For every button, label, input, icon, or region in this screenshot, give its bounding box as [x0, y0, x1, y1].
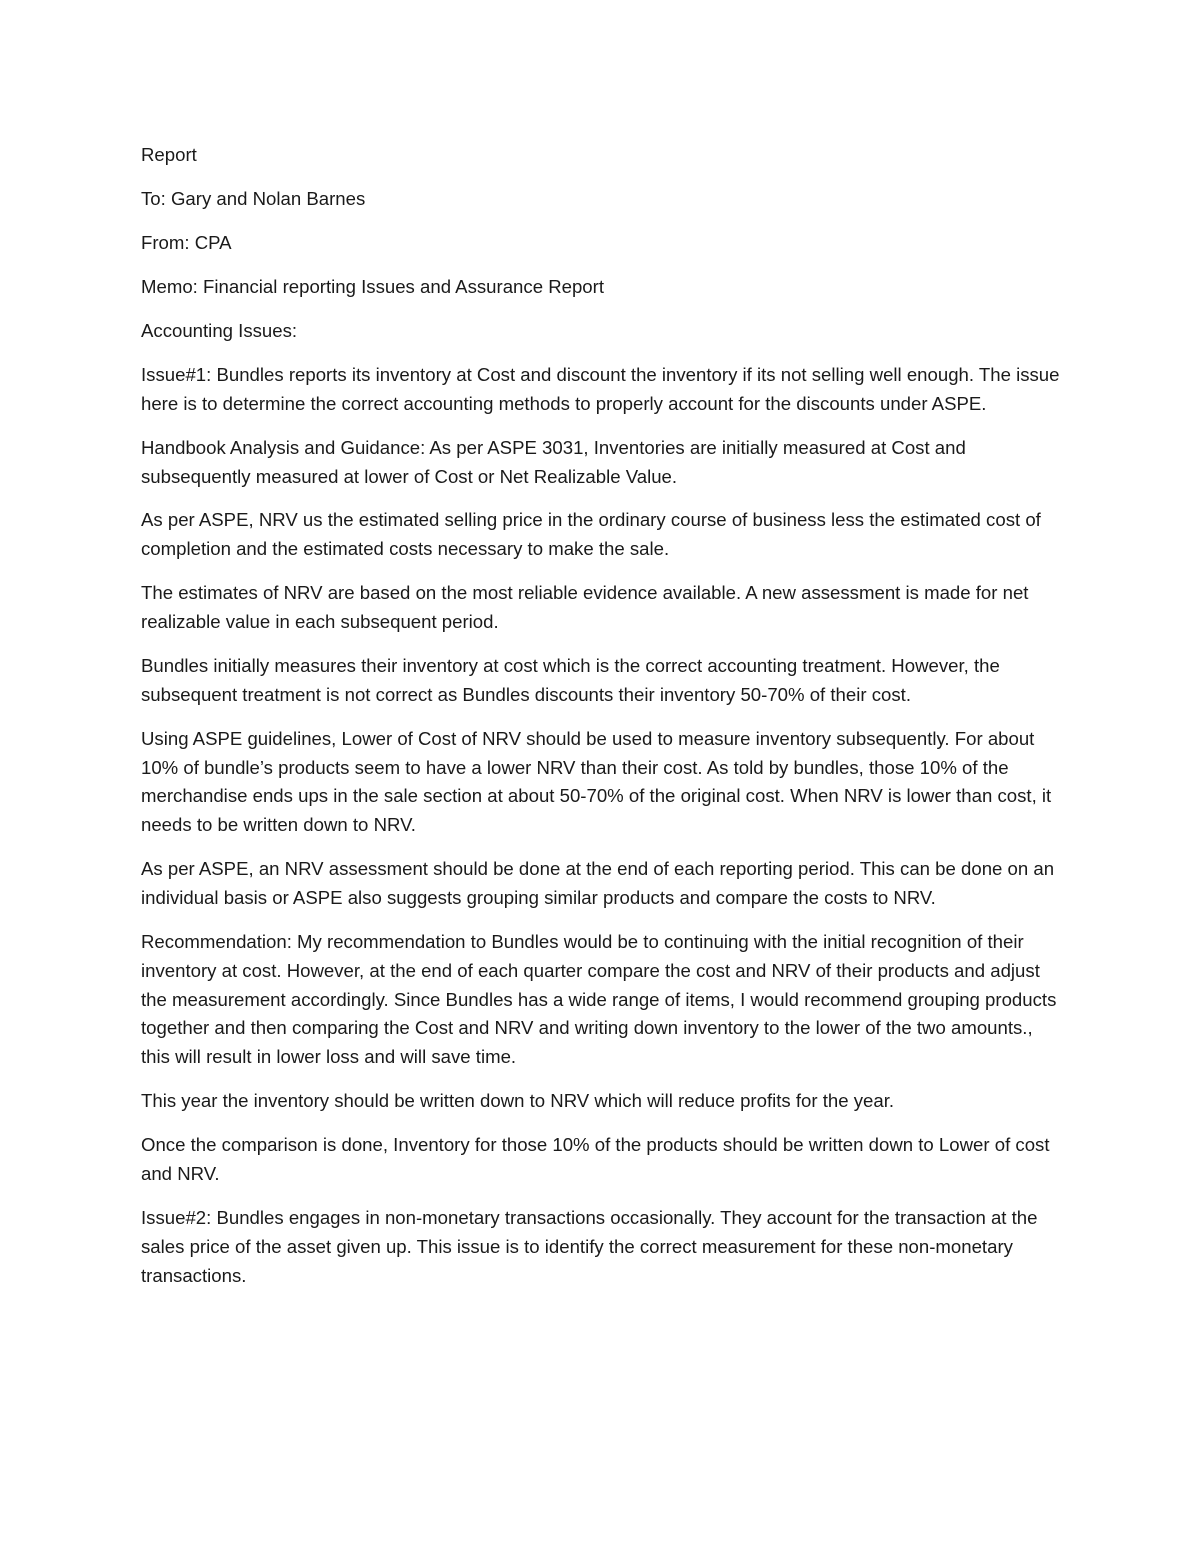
write-down-paragraph: This year the inventory should be written down to NRV which will reduce profits for the year.	[141, 1090, 895, 1112]
initial-measurement-paragraph: Bundles initially measures their inventory at cost which is the correct accounting treatment. However, the subsequent treatment is not correct as Bundles discounts their inventory 50-70% of their cost.	[141, 655, 1000, 705]
report-title: Report	[141, 144, 197, 165]
memo-from-line: From: CPA	[141, 231, 232, 253]
section-heading-accounting-issues: Accounting Issues:	[141, 319, 298, 341]
aspe-guidelines-paragraph: Using ASPE guidelines, Lower of Cost of NRV should be used to measure inventory subsequently. For about 10% of bundle’s products seem to have a lower NRV than their cost. As told by bundles, those 10% of the merchandise ends ups in the sale section at about 50-70% of the original cost. When NRV is lower than cost, it needs to be written down to NRV.	[141, 727, 1052, 836]
comparison-paragraph: Once the comparison is done, Inventory for those 10% of the products should be written down to Lower of cost and NRV.	[141, 1134, 1050, 1184]
nrv-definition-paragraph: As per ASPE, NRV us the estimated selling price in the ordinary course of business less the estimated cost of completion and the estimated costs necessary to make the sale.	[141, 509, 1041, 560]
nrv-assessment-paragraph: As per ASPE, an NRV assessment should be done at the end of each reporting period. This can be done on an individual basis or ASPE also suggests grouping similar products and compare the costs to NRV.	[141, 858, 1055, 908]
handbook-analysis-paragraph: Handbook Analysis and Guidance: As per ASPE 3031, Inventories are initially measured at Cost and subsequently measured at lower of Cost or Net Realizable Value.	[141, 436, 966, 487]
recommendation-paragraph: Recommendation: My recommendation to Bundles would be to continuing with the initial recognition of their inventory at cost. However, at the end of each quarter compare the cost and NRV of their products and adjust the measurement accordingly. Since Bundles has a wide range of items, I would recommend grouping products together and then comparing the Cost and NRV and writing down inventory to the lower of the two amounts., this will result in lower loss and will save time.	[141, 930, 1057, 1068]
issue-2-paragraph: Issue#2: Bundles engages in non-monetary transactions occasionally. They account for the transaction at the sales price of the asset given up. This issue is to identify the correct measurement for these non-monetary transactions.	[141, 1206, 1038, 1286]
memo-subject-line: Memo: Financial reporting Issues and Assurance Report	[141, 275, 605, 297]
memo-to-line: To: Gary and Nolan Barnes	[141, 187, 366, 209]
nrv-estimates-paragraph: The estimates of NRV are based on the most reliable evidence available. A new assessment is made for net realizable value in each subsequent period.	[141, 582, 1029, 633]
issue-1-paragraph: Issue#1: Bundles reports its inventory at Cost and discount the inventory if its not selling well enough. The issue here is to determine the correct accounting methods to properly account for the discounts under ASPE.	[141, 363, 1060, 414]
document-body	[141, 141, 1066, 1306]
